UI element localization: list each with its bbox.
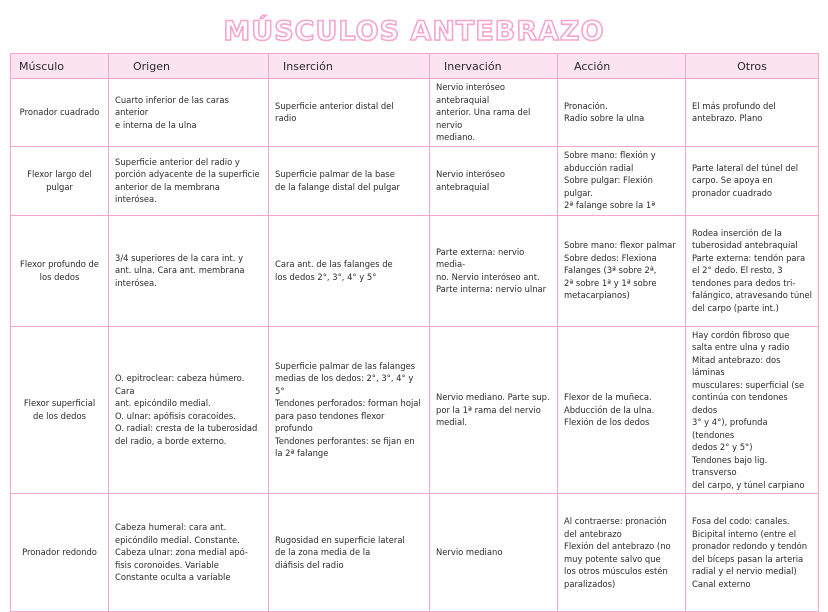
cell-line: Superficie palmar de las falanges xyxy=(275,360,416,371)
header-inervacion: Inervación xyxy=(430,54,558,79)
cell-line: O. epitroclear: cabeza húmero. Cara xyxy=(115,373,245,396)
cell-musculo xyxy=(11,146,109,215)
header-origen: Origen xyxy=(109,54,269,79)
cell-line: los dedos 2°, 3°, 4° y 5° xyxy=(275,271,377,282)
cell-inervacion xyxy=(430,215,558,326)
cell-line: Sobre dedos: Flexiona xyxy=(564,252,657,263)
cell-line: ant. ulna. Cara ant. membrana xyxy=(115,265,245,276)
cell-insercion xyxy=(269,494,430,612)
table-row xyxy=(11,146,819,215)
cell-line: musculares: superficial (se xyxy=(692,379,805,390)
cell-line: porción adyacente de la superficie xyxy=(115,169,260,179)
cell-line: Flexión del antebrazo (no xyxy=(564,541,671,551)
cell-line: radial y el nervio medial) xyxy=(692,566,797,576)
cell-line: carpo. Se apoya en xyxy=(692,175,773,186)
header-insercion: Inserción xyxy=(269,54,430,79)
cell-line: Superficie palmar de la base xyxy=(275,169,395,179)
cell-line: Hay cordón fibroso que xyxy=(692,329,790,340)
cell-line: de los dedos xyxy=(33,410,86,421)
cell-line: la 2ª falange xyxy=(275,448,329,459)
cell-line: Pronador redondo xyxy=(22,547,97,558)
cell-line: fisis coronoides. Variable xyxy=(115,559,219,570)
cell-accion xyxy=(558,494,686,612)
cell-line: Al contraerse: pronación xyxy=(564,516,667,526)
cell-line: Radio sobre la ulna xyxy=(564,113,645,124)
cell-otros xyxy=(686,215,819,326)
cell-line: Sobre mano: flexión y xyxy=(564,150,656,161)
cell-line: Rodea inserción de la xyxy=(692,227,782,238)
cell-origen xyxy=(109,326,269,494)
cell-line: Superficie anterior del radio y xyxy=(115,156,240,167)
cell-line: Nervio interóseo antebraquial xyxy=(436,82,506,105)
table-row xyxy=(11,494,819,612)
cell-musculo xyxy=(11,79,109,147)
cell-line: Abducción de la ulna. xyxy=(564,404,655,415)
cell-line: 2ª sobre 1ª y 1ª sobre xyxy=(564,277,657,288)
cell-line: Flexor profundo de xyxy=(20,259,99,269)
header-accion: Acción xyxy=(558,54,686,79)
cell-line: pronador redondo y tendón xyxy=(692,541,808,551)
cell-line: muy potente salvo que xyxy=(564,553,661,564)
cell-line: medias de los dedos: 2°, 3°, 4° y 5° xyxy=(275,373,414,396)
cell-line: O. radial: cresta de la tuberosidad xyxy=(115,423,258,434)
cell-inervacion xyxy=(430,146,558,215)
cell-line: Canal externo xyxy=(692,578,751,589)
cell-accion xyxy=(558,326,686,494)
cell-line: pulgar xyxy=(46,181,73,192)
cell-line: para paso tendones flexor profundo xyxy=(275,410,385,434)
cell-line: no. Nervio interóseo ant. xyxy=(436,271,540,282)
header-row xyxy=(11,54,819,79)
cell-line: Tendones bajo lig. transverso xyxy=(692,454,768,477)
cell-line: epicóndilo medial. Constante. xyxy=(115,534,240,545)
cell-line: O. ulnar: apófisis coracoides. xyxy=(115,410,236,421)
header-otros: Otros xyxy=(686,54,819,79)
cell-line: continúa con tendones dedos xyxy=(692,392,788,415)
cell-line: 3/4 superiores de la cara int. y xyxy=(115,252,244,263)
cell-line: los otros músculos estén xyxy=(564,566,668,576)
cell-line: Pronación. xyxy=(564,100,608,111)
muscles-table xyxy=(10,53,819,612)
table-row xyxy=(11,79,819,147)
header-musculo: Músculo xyxy=(11,54,109,79)
cell-line: paralizados) xyxy=(564,578,616,589)
cell-line: de la falange distal del pulgar xyxy=(275,181,400,192)
cell-line: Tendones perforados: forman hojal xyxy=(275,398,421,409)
cell-line: Cabeza humeral: cara ant. xyxy=(115,522,227,533)
cell-insercion xyxy=(269,326,430,494)
cell-line: Parte externa: tendón para xyxy=(692,252,806,263)
cell-line: e interna de la ulna xyxy=(115,119,197,130)
cell-inervacion xyxy=(430,494,558,612)
cell-musculo xyxy=(11,494,109,612)
cell-line: el 2° dedo. El resto, 3 xyxy=(692,265,783,276)
cell-line: Pronador cuadrado xyxy=(19,107,100,117)
cell-line: medial. xyxy=(436,417,468,427)
cell-insercion xyxy=(269,146,430,215)
cell-line: Parte interna: nervio ulnar xyxy=(436,284,547,294)
cell-line: anterior de la membrana interósea. xyxy=(115,181,220,204)
cell-line: 2ª falange sobre la 1ª xyxy=(564,200,656,211)
cell-line: Flexor de la muñeca. xyxy=(564,392,652,402)
cell-origen xyxy=(109,215,269,326)
cell-line: interósea. xyxy=(115,277,157,288)
cell-line: por la 1ª rama del nervio xyxy=(436,404,541,415)
cell-accion xyxy=(558,79,686,147)
cell-line: del carpo (parte int.) xyxy=(692,302,779,313)
cell-line: del radio, a borde externo. xyxy=(115,435,227,446)
cell-line: Constante oculta a variable xyxy=(115,572,231,583)
cell-line: abducción radial xyxy=(564,162,634,173)
cell-origen xyxy=(109,146,269,215)
cell-otros xyxy=(686,146,819,215)
cell-line: del carpo, y túnel carpiano xyxy=(692,479,805,490)
cell-line: El más profundo del xyxy=(692,100,776,111)
cell-line: Sobre mano: flexor palmar xyxy=(564,240,676,251)
page-title: MÚSCULOS ANTEBRAZO xyxy=(223,16,605,47)
cell-line: metacarpianos) xyxy=(564,290,630,301)
cell-origen xyxy=(109,494,269,612)
cell-line: Fosa del codo: canales. xyxy=(692,516,790,526)
table-row xyxy=(11,326,819,494)
cell-otros xyxy=(686,326,819,494)
cell-line: del bíceps pasan la arteria xyxy=(692,553,804,564)
cell-line: Mitad antebrazo: dos láminas xyxy=(692,354,781,377)
cell-line: Superficie anterior distal del xyxy=(275,100,394,111)
cell-line: Nervio mediano xyxy=(436,547,503,558)
table-row xyxy=(11,215,819,326)
cell-line: de la zona media de la xyxy=(275,547,371,558)
cell-musculo xyxy=(11,215,109,326)
cell-insercion xyxy=(269,79,430,147)
cell-line: 3° y 4°), profunda (tendones xyxy=(692,417,768,440)
cell-line: mediano. xyxy=(436,132,476,142)
cell-line: anterior. Una rama del nervio xyxy=(436,107,531,130)
cell-accion xyxy=(558,215,686,326)
cell-otros xyxy=(686,494,819,612)
cell-line: del antebrazo xyxy=(564,528,622,539)
cell-line: Nervio interóseo antebraquial xyxy=(436,169,506,192)
cell-line: tuberosidad antebraquial xyxy=(692,240,798,251)
cell-origen xyxy=(109,79,269,147)
cell-inervacion xyxy=(430,79,558,147)
cell-line: ant. epicóndilo medial. xyxy=(115,398,211,409)
cell-otros xyxy=(686,79,819,147)
cell-line: pronador cuadrado xyxy=(692,187,773,198)
cell-line: Sobre pulgar: Flexión pulgar. xyxy=(564,175,653,198)
cell-line: dedos 2° y 5°) xyxy=(692,442,753,452)
cell-line: falángico, atravesando túnel xyxy=(692,290,812,301)
cell-line: Cabeza ulnar: zona medial apó- xyxy=(115,547,248,558)
cell-insercion xyxy=(269,215,430,326)
cell-line: Flexor largo del xyxy=(27,169,92,179)
cell-accion xyxy=(558,146,686,215)
cell-line: Flexor superficial xyxy=(23,398,96,409)
cell-line: Falanges (3ª sobre 2ª, xyxy=(564,265,657,276)
cell-inervacion xyxy=(430,326,558,494)
cell-line: Cara ant. de las falanges de xyxy=(275,259,393,269)
cell-line: los dedos xyxy=(39,271,80,282)
cell-line: salta entre ulna y radio xyxy=(692,342,790,352)
cell-line: Parte externa: nervio media- xyxy=(436,246,525,269)
cell-line: Nervio mediano. Parte sup. xyxy=(436,392,550,402)
cell-line: Cuarto inferior de las caras anterior xyxy=(115,94,229,117)
cell-line: tendones para dedos tri- xyxy=(692,277,796,288)
cell-line: antebrazo. Plano xyxy=(692,113,763,124)
cell-line: Bicipital interno (entre el xyxy=(692,528,797,539)
cell-line: diáfisis del radio xyxy=(275,559,344,570)
cell-line: radio xyxy=(275,113,297,124)
cell-line: Flexión de los dedos xyxy=(564,417,650,427)
cell-musculo xyxy=(11,326,109,494)
cell-line: Parte lateral del túnel del xyxy=(692,162,799,173)
cell-line: Tendones perforantes: se fijan en xyxy=(275,435,415,446)
cell-line: Rugosidad en superficie lateral xyxy=(275,534,405,545)
